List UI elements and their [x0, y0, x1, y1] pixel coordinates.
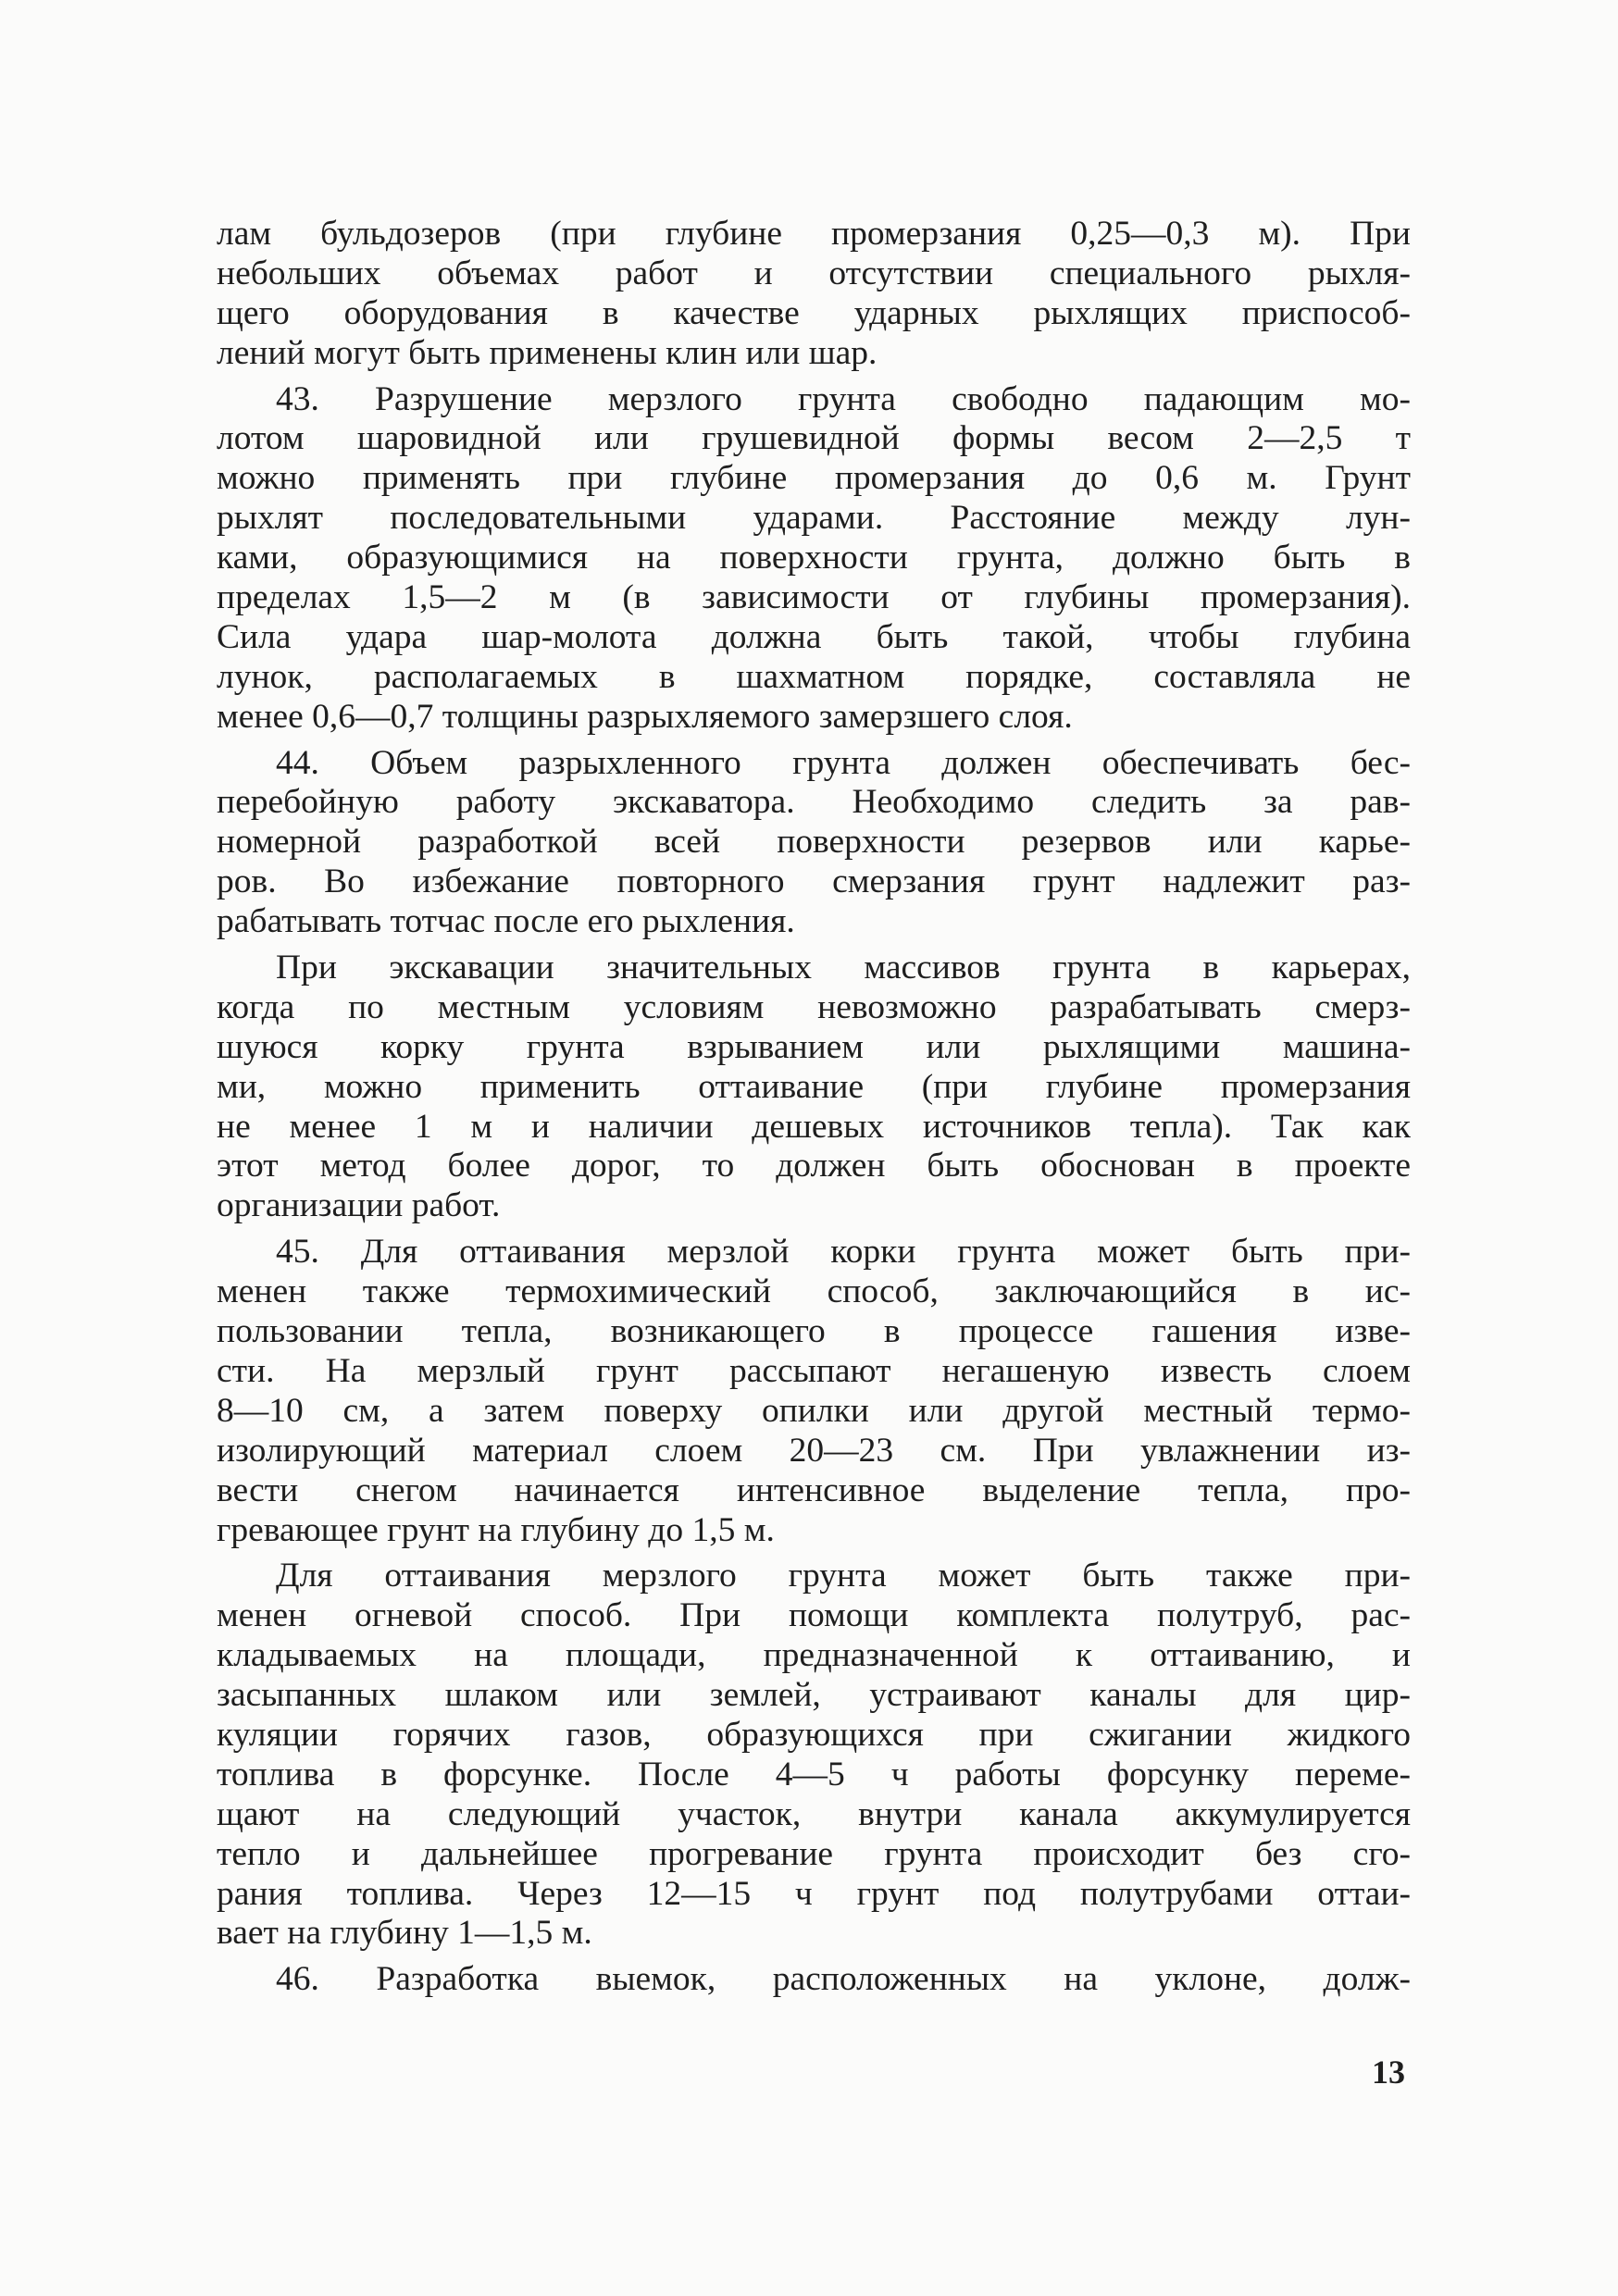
paragraph-gap [217, 1550, 1411, 1557]
text-line: рания топлива. Через 12—15 ч грунт под полутрубами оттаи- [217, 1874, 1411, 1913]
paragraph-gap [217, 374, 1411, 380]
text-line: пределах 1,5—2 м (в зависимости от глубины промерзания). [217, 578, 1411, 617]
text-line: ками, образующимися на поверхности грунта, должно быть в [217, 539, 1411, 577]
text-line: менее 0,6—0,7 толщины разрыхляемого замерзшего слоя. [217, 697, 1073, 736]
text-line: сти. На мерзлый грунт рассыпают негашеную известь слоем [217, 1351, 1411, 1390]
body-text [217, 215, 1411, 2000]
text-line: куляции горячих газов, образующихся при сжигании жидкого [217, 1715, 1411, 1754]
text-line: При экскавации значительных массивов грунта в карьерах, [276, 949, 1411, 987]
text-line: 44. Объем разрыхленного грунта должен обеспечивать бес- [276, 743, 1411, 782]
text-line: менен огневой способ. При помощи комплекта полутруб, рас- [217, 1596, 1411, 1635]
text-line: топлива в форсунке. После 4—5 ч работы форсунку переме- [217, 1755, 1411, 1793]
text-line: не менее 1 м и наличии дешевых источников тепла). Так как [217, 1107, 1411, 1146]
text-line: организации работ. [217, 1186, 501, 1225]
text-line: тепло и дальнейшее прогревание грунта происходит без сго- [217, 1834, 1411, 1873]
text-line: 43. Разрушение мерзлого грунта свободно падающим мо- [276, 379, 1411, 418]
text-line: 8—10 см, а затем поверху опилки или другой местный термо- [217, 1391, 1411, 1430]
text-line: ми, можно применить оттаивание (при глубине промерзания [217, 1067, 1411, 1106]
page-number: 13 [1372, 2054, 1405, 2091]
paragraph-gap [217, 942, 1411, 949]
text-line: кладываемых на площади, предназначенной к оттаиванию, и [217, 1636, 1411, 1675]
text-line: этот метод более дорог, то должен быть обоснован в проекте [217, 1147, 1411, 1185]
text-line: щего оборудования в качестве ударных рыхлящих приспособ- [217, 293, 1411, 332]
text-line: вает на глубину 1—1,5 м. [217, 1914, 592, 1953]
text-line: 45. Для оттаивания мерзлой корки грунта может быть при- [276, 1233, 1411, 1272]
text-line: перебойную работу экскаватора. Необходимо следить за рав- [217, 783, 1411, 822]
text-line: щают на следующий участок, внутри канала аккумулируется [217, 1794, 1411, 1833]
text-line: можно применять при глубине промерзания до 0,6 м. Грунт [217, 459, 1411, 498]
text-line: Сила удара шар-молота должна быть такой, чтобы глубина [217, 617, 1411, 656]
paragraph-gap [217, 1954, 1411, 1960]
text-line: рабатывать тотчас после его рыхления. [217, 902, 795, 941]
text-line: небольших объемах работ и отсутствии специального рыхля- [217, 254, 1411, 292]
text-line: изолирующий материал слоем 20—23 см. При увлажнении из- [217, 1431, 1411, 1470]
text-line: ров. Во избежание повторного смерзания грунт надлежит раз- [217, 863, 1411, 901]
text-line: засыпанных шлаком или землей, устраивают каналы для цир- [217, 1676, 1411, 1715]
text-line: лунок, располагаемых в шахматном порядке, составляла не [217, 657, 1411, 696]
paragraph-gap [217, 738, 1411, 744]
text-line: номерной разработкой всей поверхности резервов или карье- [217, 823, 1411, 862]
text-line: 46. Разработка выемок, расположенных на уклоне, долж- [276, 1960, 1411, 1999]
text-line: шуюся корку грунта взрыванием или рыхлящими машина- [217, 1027, 1411, 1066]
text-line: пользовании тепла, возникающего в процессе гашения изве- [217, 1312, 1411, 1351]
text-line: лотом шаровидной или грушевидной формы весом 2—2,5 т [217, 419, 1411, 458]
paragraph-gap [217, 1226, 1411, 1233]
text-line: когда по местным условиям невозможно разрабатывать смерз- [217, 987, 1411, 1026]
text-line: менен также термохимический способ, заключающийся в ис- [217, 1272, 1411, 1311]
text-line: лений могут быть применены клин или шар. [217, 333, 877, 372]
text-line: лам бульдозеров (при глубине промерзания 0,25—0,3 м). При [217, 215, 1411, 253]
text-line: гревающее грунт на глубину до 1,5 м. [217, 1510, 775, 1549]
text-line: вести снегом начинается интенсивное выделение тепла, про- [217, 1471, 1411, 1509]
text-line: рыхлят последовательными ударами. Расстояние между лун- [217, 499, 1411, 538]
text-line: Для оттаивания мерзлого грунта может быть также при- [276, 1557, 1411, 1595]
